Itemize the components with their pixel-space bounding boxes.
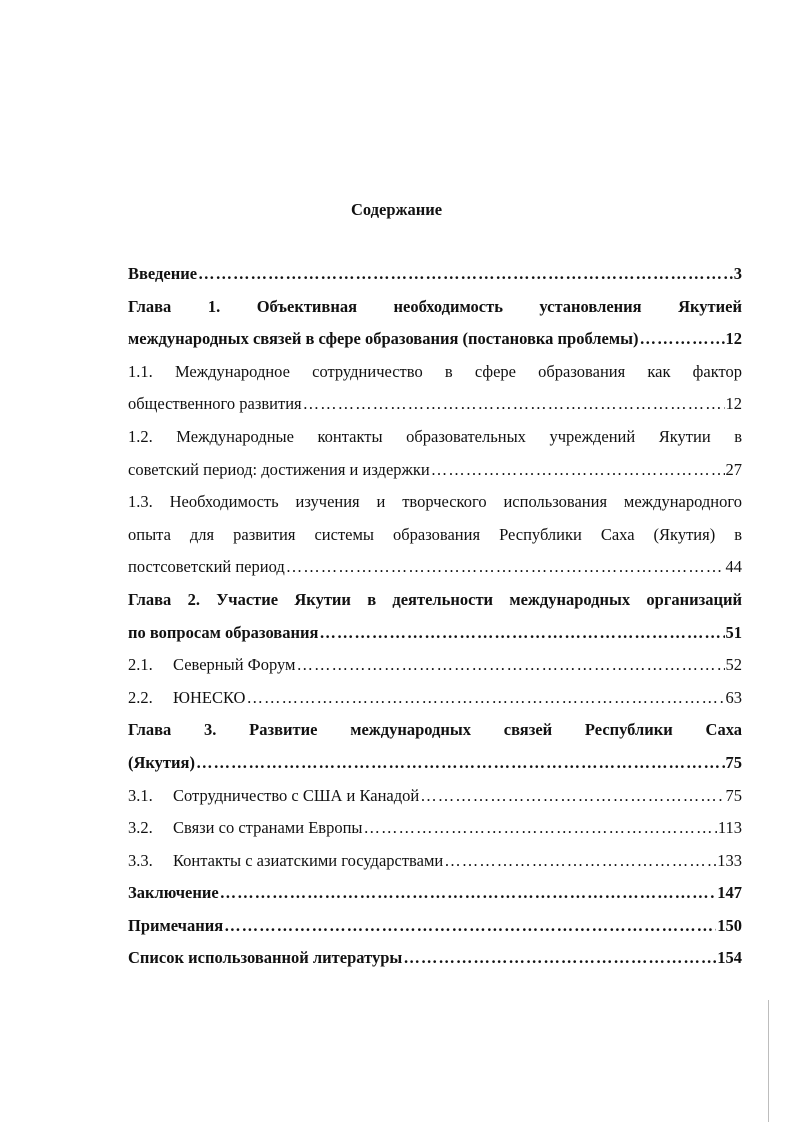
dot-leader xyxy=(196,750,725,776)
dot-leader xyxy=(431,457,725,483)
dot-leader xyxy=(286,554,725,580)
toc-page-number: 154 xyxy=(717,948,742,968)
toc-section-number: 3.2. xyxy=(128,818,153,838)
toc-page-number: 51 xyxy=(725,622,742,642)
toc-page-number: 147 xyxy=(717,883,742,903)
toc-page-number: 44 xyxy=(725,557,742,577)
toc-entry-conclusion xyxy=(128,880,742,913)
dot-leader xyxy=(246,685,724,711)
toc-entry-3-1 xyxy=(128,783,742,816)
toc-page-number: 63 xyxy=(725,687,742,707)
toc-entry-text: Список использованной литературы xyxy=(128,948,403,968)
toc-entry-text: международных связей в сфере образования (постановка проблемы) xyxy=(128,329,639,349)
toc-entry-text: Введение xyxy=(128,264,198,283)
toc-section-number: 2.1. xyxy=(128,655,153,675)
dot-leader xyxy=(319,620,724,646)
toc-entry-1-2-line-1: 1.2. Международные контакты образовательных учреждений Якутии в xyxy=(128,426,742,446)
toc-page-number: 12 xyxy=(725,329,742,349)
toc-section-number: 3.3. xyxy=(128,850,153,870)
toc-page-number: 12 xyxy=(725,394,742,414)
toc-section-number: 3.1. xyxy=(128,785,153,805)
toc-entry-1-3-line-3 xyxy=(128,554,742,587)
toc-entry-text: Связи со странами Европы xyxy=(173,818,363,838)
toc-page-number: 3 xyxy=(733,264,742,283)
dot-leader xyxy=(224,913,716,939)
toc-page-number: 27 xyxy=(725,459,742,479)
toc-page-number: 75 xyxy=(725,752,742,772)
toc-entry-1-1-line-2 xyxy=(128,391,742,424)
toc-section-number: 2.2. xyxy=(128,687,153,707)
dot-leader xyxy=(296,652,724,678)
toc-entry-3-3 xyxy=(128,848,742,881)
toc-entry-1-2-line-2 xyxy=(128,457,742,490)
toc-entry-bibliography xyxy=(128,945,742,978)
toc-page-number: 133 xyxy=(717,850,742,870)
toc-entry-chapter-3-line-2 xyxy=(128,750,742,783)
dot-leader xyxy=(444,848,716,874)
toc-entry-text: Северный Форум xyxy=(173,655,296,675)
toc-entry-2-1 xyxy=(128,652,742,685)
toc-entry-text: ЮНЕСКО xyxy=(173,687,246,707)
toc-entry-text: (Якутия) xyxy=(128,752,195,772)
toc-entry-2-2 xyxy=(128,685,742,718)
toc-page-number: 150 xyxy=(717,915,742,935)
dot-leader xyxy=(403,945,716,971)
toc-entry-introduction xyxy=(128,261,742,294)
dot-leader xyxy=(363,815,716,841)
toc-entry-chapter-1-line-1: Глава 1. Объективная необходимость установления Якутией xyxy=(128,296,742,316)
dot-leader xyxy=(420,783,724,809)
page-title: Содержание xyxy=(350,200,443,219)
toc-entry-text: Заключение xyxy=(128,883,219,903)
toc-entry-text: Примечания xyxy=(128,915,224,935)
toc-page-number: 113 xyxy=(717,818,742,838)
toc-entry-1-3-line-2: опыта для развития системы образования Республики Саха (Якутия) в xyxy=(128,524,742,544)
dot-leader xyxy=(640,326,725,352)
toc-entry-1-1-line-1: 1.1. Международное сотрудничество в сфере образования как фактор xyxy=(128,361,742,381)
scan-edge-line xyxy=(768,1000,769,1122)
toc-entry-3-2 xyxy=(128,815,742,848)
toc-entry-1-3-line-1: 1.3. Необходимость изучения и творческого использования международного xyxy=(128,492,742,512)
toc-entry-notes xyxy=(128,913,742,946)
toc-entry-text: постсоветский период xyxy=(128,557,285,577)
toc-page-number: 75 xyxy=(725,785,742,805)
toc-entry-chapter-2-line-1: Глава 2. Участие Якутии в деятельности международных организаций xyxy=(128,589,742,609)
dot-leader xyxy=(220,880,717,906)
toc-page-number: 52 xyxy=(725,655,742,675)
toc-entry-chapter-3-line-1: Глава 3. Развитие международных связей Республики Саха xyxy=(128,720,742,740)
dot-leader xyxy=(198,261,733,287)
toc-entry-text: советский период: достижения и издержки xyxy=(128,459,430,479)
toc-entry-chapter-1-line-2 xyxy=(128,326,742,359)
toc-entry-chapter-2-line-2 xyxy=(128,620,742,653)
toc-entry-text: Сотрудничество с США и Канадой xyxy=(173,785,420,805)
toc-entry-text: по вопросам образования xyxy=(128,622,319,642)
table-of-contents xyxy=(128,261,742,978)
toc-entry-text: Контакты с азиатскими государствами xyxy=(173,850,444,870)
toc-entry-text: общественного развития xyxy=(128,394,302,414)
dot-leader xyxy=(303,391,725,417)
